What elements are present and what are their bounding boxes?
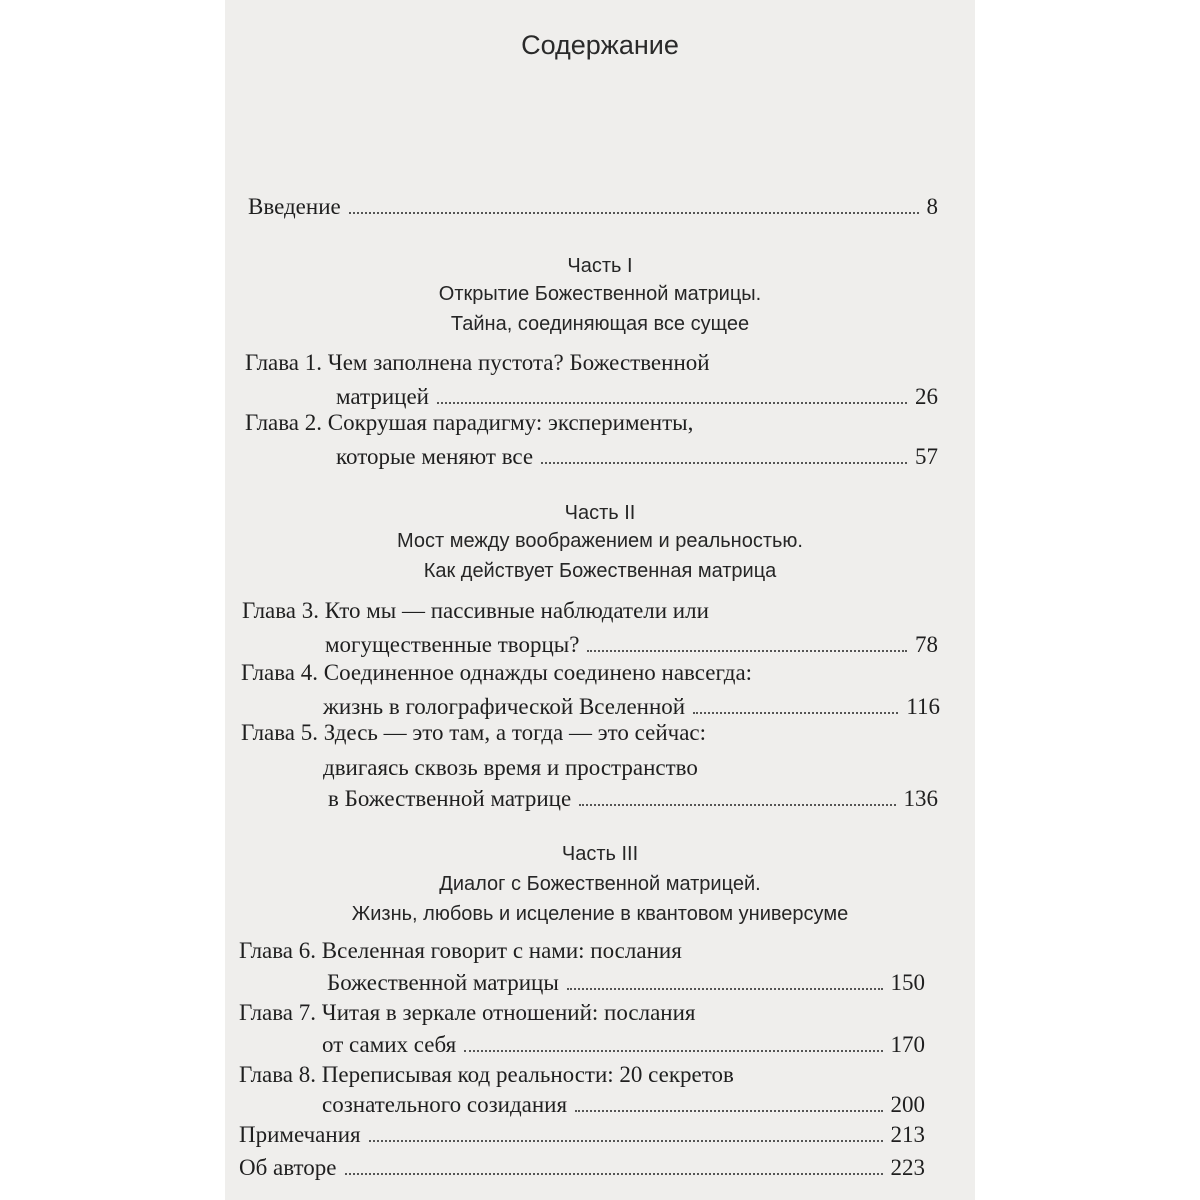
toc-entry-label: жизнь в голографической Вселенной — [323, 694, 686, 719]
part-3-subtitle-line1: Диалог с Божественной матрицей. — [439, 873, 761, 895]
part-2-heading: Часть II — [564, 502, 636, 524]
toc-entry-page: 57 — [915, 444, 938, 469]
book-page — [225, 0, 975, 1200]
toc-entry-label: Примечания — [239, 1122, 361, 1147]
toc-entry-label: могущественные творцы? — [325, 632, 580, 657]
dot-leader — [369, 1140, 883, 1142]
dot-leader — [587, 650, 907, 652]
part-2-subtitle-line2: Как действует Божественная матрица — [423, 560, 777, 582]
toc-entry-label: от самих себя — [322, 1032, 457, 1057]
toc-entry-chapter-8 — [322, 1092, 925, 1118]
part-3-subtitle-line2: Жизнь, любовь и исцеление в квантовом универсуме — [351, 903, 849, 925]
dot-leader — [345, 1173, 883, 1175]
dot-leader — [437, 402, 907, 404]
toc-entry-chapter-5 — [328, 786, 938, 812]
dot-leader — [349, 212, 919, 214]
chapter-1-line1: Глава 1. Чем заполнена пустота? Божественной — [245, 350, 710, 375]
chapter-7-line1: Глава 7. Читая в зеркале отношений: послания — [239, 1000, 696, 1025]
toc-entry-page: 136 — [903, 786, 938, 811]
chapter-8-line1: Глава 8. Переписывая код реальности: 20 секретов — [239, 1062, 734, 1087]
part-1-heading: Часть I — [567, 255, 633, 277]
part-1-subtitle-line1: Открытие Божественной матрицы. — [438, 283, 762, 305]
toc-entry-chapter-1 — [336, 384, 938, 410]
toc-entry-label: в Божественной матрице — [328, 786, 572, 811]
chapter-5-line2: двигаясь сквозь время и пространство — [323, 755, 698, 780]
chapter-6-line1: Глава 6. Вселенная говорит с нами: послания — [239, 938, 682, 963]
dot-leader — [541, 462, 907, 464]
toc-entry-page: 200 — [890, 1092, 925, 1117]
toc-entry-label: Божественной матрицы — [327, 970, 559, 995]
toc-entry-label: сознательного созидания — [322, 1092, 568, 1117]
toc-title: Содержание — [521, 30, 679, 60]
toc-entry-page: 78 — [915, 632, 938, 657]
chapter-5-line1: Глава 5. Здесь — это там, а тогда — это сейчас: — [241, 720, 707, 745]
toc-entry-page: 223 — [890, 1155, 925, 1180]
toc-entry-chapter-3 — [325, 632, 938, 658]
toc-entry-page: 213 — [890, 1122, 925, 1147]
toc-entry-about — [239, 1155, 925, 1181]
toc-entry-notes — [239, 1122, 925, 1148]
toc-entry-chapter-4 — [323, 694, 940, 720]
dot-leader — [575, 1110, 882, 1112]
dot-leader — [693, 712, 898, 714]
toc-entry-page: 26 — [915, 384, 938, 409]
part-3-heading: Часть III — [561, 843, 639, 865]
toc-entry-chapter-7 — [322, 1032, 925, 1058]
toc-entry-label: Введение — [248, 194, 341, 219]
chapter-2-line1: Глава 2. Сокрушая парадигму: эксперименты, — [245, 410, 694, 435]
toc-entry-chapter-6 — [327, 970, 925, 996]
toc-entry-chapter-2 — [336, 444, 938, 470]
toc-entry-page: 150 — [890, 970, 925, 995]
toc-entry-page: 8 — [926, 194, 938, 219]
toc-entry-label: Об авторе — [239, 1155, 337, 1180]
part-1-subtitle-line2: Тайна, соединяющая все сущее — [450, 313, 750, 335]
toc-entry-intro — [248, 194, 938, 220]
toc-entry-label: матрицей — [336, 384, 429, 409]
toc-entry-page: 116 — [906, 694, 940, 719]
toc-entry-label: которые меняют все — [336, 444, 534, 469]
dot-leader — [464, 1050, 882, 1052]
chapter-4-line1: Глава 4. Соединенное однажды соединено навсегда: — [241, 660, 753, 685]
part-2-subtitle-line1: Мост между воображением и реальностью. — [397, 530, 803, 552]
dot-leader — [567, 988, 883, 990]
toc-entry-page: 170 — [890, 1032, 925, 1057]
chapter-3-line1: Глава 3. Кто мы — пассивные наблюдатели или — [242, 598, 709, 623]
dot-leader — [579, 804, 895, 806]
